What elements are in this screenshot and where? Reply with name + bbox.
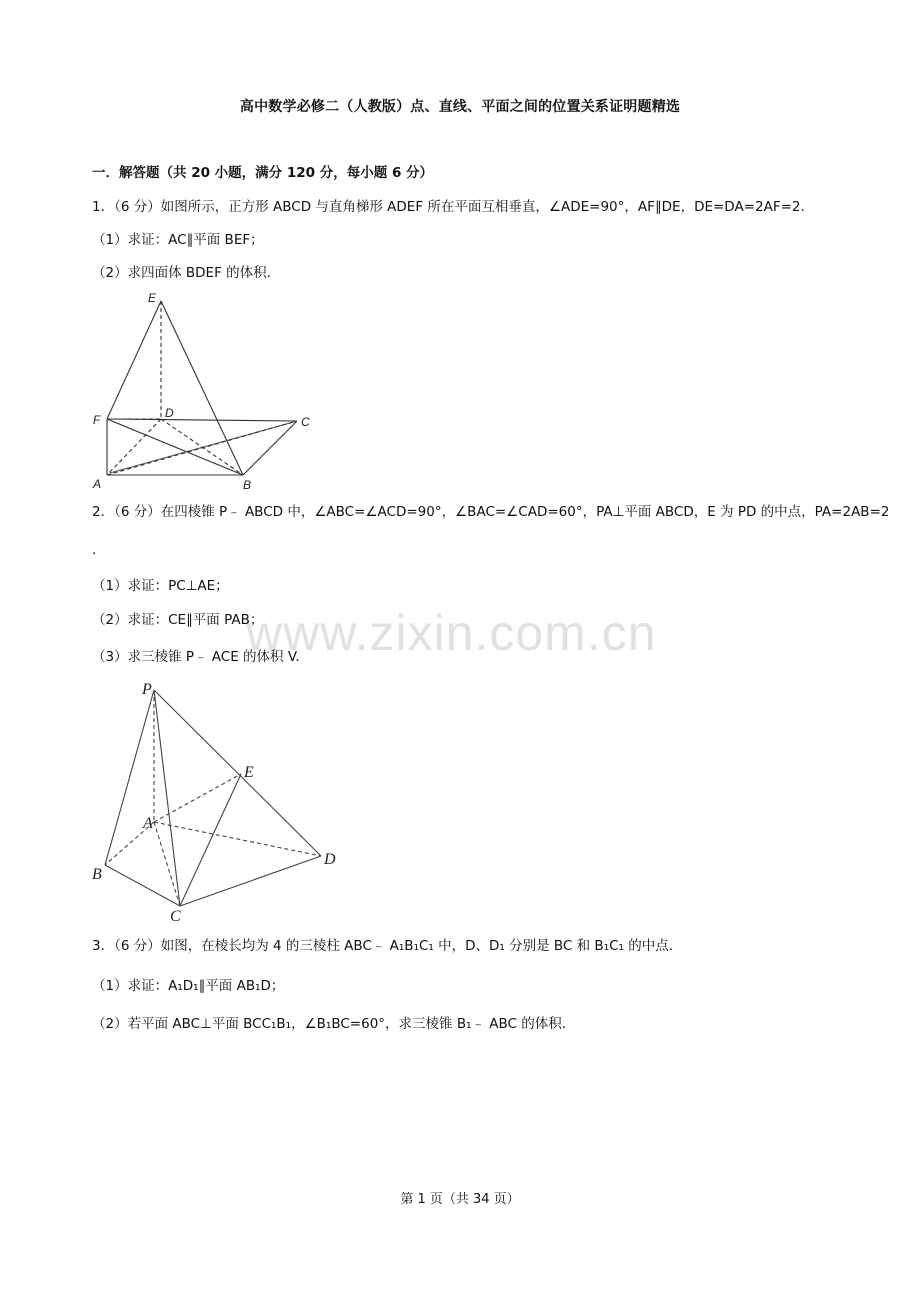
edge-pc	[154, 690, 180, 906]
edge-ad	[154, 822, 321, 856]
problem-2-part-1: （1）求证：PC⊥AE；	[92, 578, 229, 594]
label-a: A	[93, 477, 102, 491]
problem-2-part-2: （2）求证：CE∥平面 PAB；	[92, 612, 264, 628]
problem-3-part-1: （1）求证：A₁D₁∥平面 AB₁D；	[92, 978, 285, 994]
problem-3-statement: 3．（6 分）如图，在棱长均为 4 的三棱柱 ABC﹣ A₁B₁C₁ 中，D、D₁ 分别是 BC 和 B₁C₁ 的中点.	[92, 938, 674, 954]
label-b: B	[243, 478, 252, 492]
label-a: A	[143, 815, 153, 832]
page-title: 高中数学必修二（人教版）点、直线、平面之间的位置关系证明题精选	[239, 99, 681, 115]
label-d: D	[165, 406, 174, 420]
problem-1-statement: 1．（6 分）如图所示，正方形 ABCD 与直角梯形 ADEF 所在平面互相垂直，∠ADE=90°，AF∥DE，DE=DA=2AF=2.	[92, 199, 805, 215]
label-c: C	[170, 908, 181, 925]
problem-2-continuation: .	[92, 542, 97, 558]
problem-2-statement: 2．（6 分）在四棱锥 P﹣ ABCD 中，∠ABC=∠ACD=90°，∠BAC=∠CAD=60°，PA⊥平面 ABCD，E 为 PD 的中点，PA=2AB=2	[92, 504, 890, 520]
edge-pb	[105, 690, 154, 865]
edge-ef	[107, 301, 161, 419]
page-footer: 第 1 页（共 34 页）	[400, 1192, 520, 1207]
edge-ce	[180, 774, 241, 906]
edge-pd	[154, 690, 321, 856]
label-c: C	[301, 415, 310, 429]
label-f: F	[93, 413, 101, 427]
label-p: P	[142, 681, 152, 698]
edge-eb	[161, 301, 243, 475]
section-heading: 一．解答题（共 20 小题，满分 120 分，每小题 6 分）	[92, 165, 434, 181]
edge-fb	[107, 419, 243, 475]
edge-cd	[180, 856, 321, 906]
label-d: D	[324, 851, 336, 868]
problem-1-part-1: （1）求证：AC∥平面 BEF；	[92, 232, 264, 248]
problem-2-part-3: （3）求三棱锥 P﹣ ACE 的体积 V.	[92, 649, 300, 665]
label-b: B	[92, 866, 102, 883]
label-e: E	[244, 764, 254, 781]
edge-db	[161, 419, 243, 475]
watermark: www.zixin.com.cn	[246, 605, 657, 661]
label-e: E	[148, 291, 157, 305]
problem-3-part-2: （2）若平面 ABC⊥平面 BCC₁B₁，∠B₁BC=60°，求三棱锥 B₁﹣ ABC 的体积.	[92, 1016, 567, 1032]
problem-1-part-2: （2）求四面体 BDEF 的体积.	[92, 265, 271, 281]
problem-2-figure	[88, 676, 350, 926]
problem-1-figure	[88, 288, 320, 494]
